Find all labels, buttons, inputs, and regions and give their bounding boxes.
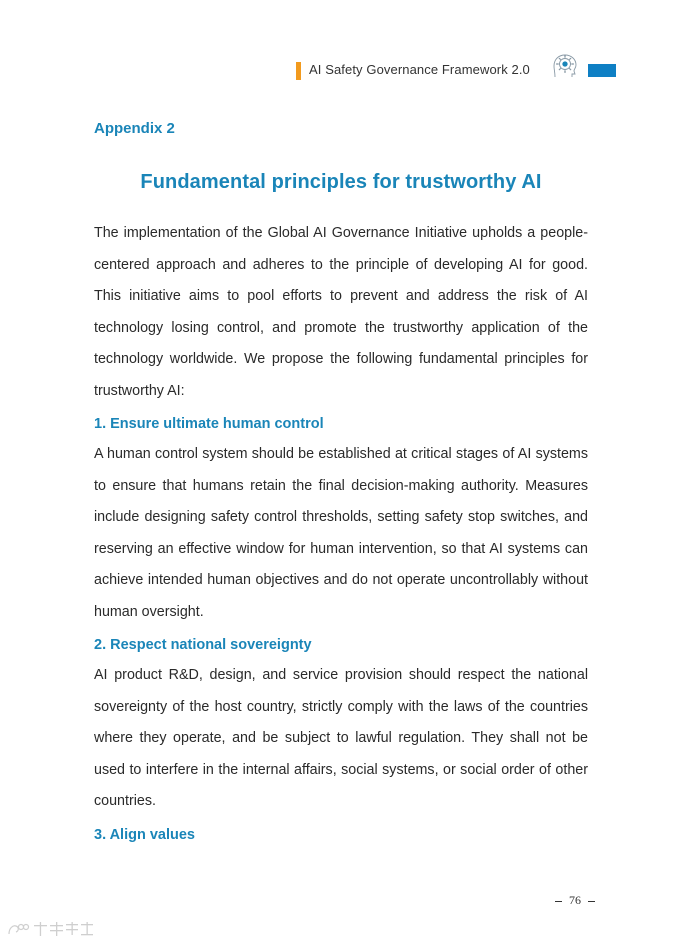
brain-circuit-icon bbox=[549, 50, 581, 82]
page-title: Fundamental principles for trustworthy AI bbox=[140, 171, 542, 193]
section-heading-3: 3. Align values bbox=[94, 826, 195, 843]
section-body-1: A human control system should be established at critical stages of AI systems to ensure that humans retain the final decision-making authority. Measures include designing safety control thresholds, setting safety stop switches, and reserving an effective window for human intervention, so that AI systems can achieve intended human objectives and do not operate uncontrollably without human oversight. bbox=[94, 446, 588, 620]
section-heading-1: 1. Ensure ultimate human control bbox=[94, 416, 324, 432]
page-number-dash-right bbox=[588, 901, 595, 902]
running-title: AI Safety Governance Framework 2.0 bbox=[309, 62, 530, 77]
running-header bbox=[0, 60, 682, 84]
header-accent-block bbox=[588, 64, 616, 77]
document-body bbox=[94, 218, 588, 850]
appendix-label: Appendix 2 bbox=[94, 120, 175, 137]
header-accent-bar bbox=[296, 62, 301, 80]
section-heading-2: 2. Respect national sovereignty bbox=[94, 637, 312, 653]
section-body-2: AI product R&D, design, and service provision should respect the national sovereignty of the host country, strictly comply with the laws of the countries where they operate, and be subject to lawful regulation. They shall not be used to interfere in the internal affairs, social systems, or social order of other countries. bbox=[94, 667, 588, 809]
page-number: 76 bbox=[569, 893, 581, 907]
page-number-dash-left bbox=[555, 901, 562, 902]
watermark-logo-icon bbox=[6, 920, 96, 940]
intro-paragraph: The implementation of the Global AI Governance Initiative upholds a people-centered approach and adheres to the principle of developing AI for good. This initiative aims to pool efforts to prevent and address the risk of AI technology losing control, and promote the trustworthy application of the technology worldwide. We propose the following fundamental principles for trustworthy AI: bbox=[94, 225, 588, 399]
